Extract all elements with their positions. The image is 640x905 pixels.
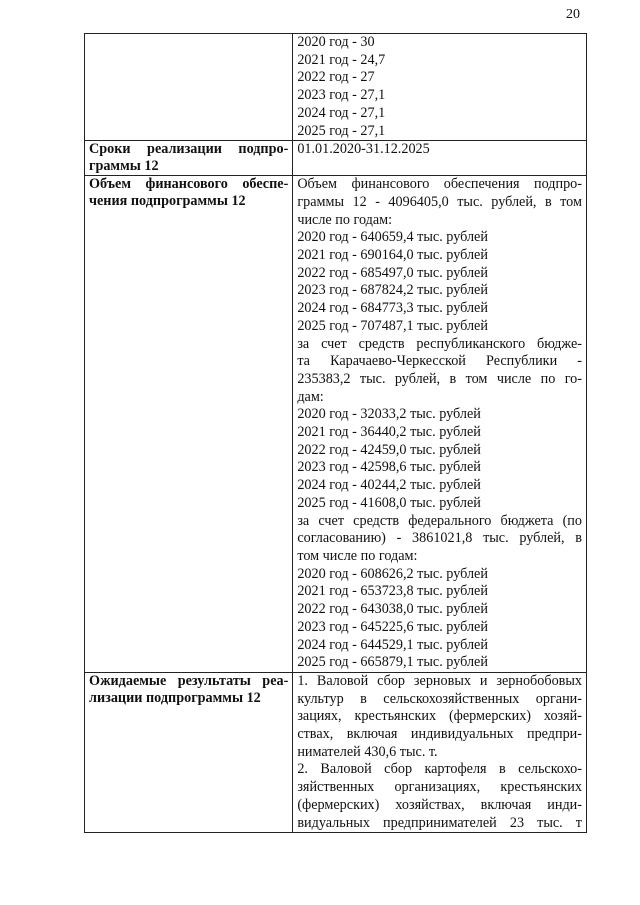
- value-line: согласованию) - 3861021,8 тыс. рублей, в: [297, 530, 582, 547]
- row-label: [85, 672, 293, 832]
- value-line: ствах, включая индивидуальных предпри-: [297, 726, 582, 743]
- value-line: за счет средств республиканского бюдже-: [297, 335, 582, 352]
- value-line: 2023 год - 645225,6 тыс. рублей: [297, 618, 488, 635]
- value-line: 2025 год - 707487,1 тыс. рублей: [297, 317, 488, 334]
- table-row-expected-results: [85, 672, 587, 832]
- label-line: Ожидаемые результаты реа-: [89, 672, 289, 689]
- value-line: 2024 год - 684773,3 тыс. рублей: [297, 300, 488, 317]
- value-line: 2020 год - 30: [297, 34, 375, 50]
- row-value: [293, 141, 587, 176]
- value-line: 2024 год - 644529,1 тыс. рублей: [297, 636, 488, 653]
- passport-table: [84, 33, 587, 833]
- label-line: граммы 12: [89, 158, 159, 175]
- value-line: 2024 год - 40244,2 тыс. рублей: [297, 477, 481, 494]
- value-line: 2021 год - 653723,8 тыс. рублей: [297, 583, 488, 600]
- value-line: 2020 год - 640659,4 тыс. рублей: [297, 229, 488, 246]
- value-line: 2021 год - 24,7: [297, 51, 386, 68]
- value-line: 235383,2 тыс. рублей, в том числе по го-: [297, 370, 582, 387]
- value-line: 2020 год - 32033,2 тыс. рублей: [297, 406, 481, 423]
- value-line: 2023 год - 27,1: [297, 87, 386, 104]
- value-line: 2025 год - 27,1: [297, 122, 386, 139]
- value-line: зяйственных организациях, крестьянских: [297, 779, 582, 796]
- table-row-terms: [85, 141, 587, 176]
- row-label: [85, 176, 293, 673]
- table-row-funding: [85, 176, 587, 673]
- value-line: 2020 год - 608626,2 тыс. рублей: [297, 565, 488, 582]
- label-line: лизации подпрограммы 12: [89, 689, 261, 706]
- value-line: 2021 год - 36440,2 тыс. рублей: [297, 424, 481, 441]
- value-line: 2022 год - 643038,0 тыс. рублей: [297, 601, 488, 618]
- row-value: [293, 176, 587, 673]
- value-line: граммы 12 - 4096405,0 тыс. рублей, в том: [297, 193, 582, 210]
- value-line: 2. Валовой сбор картофеля в сельскохо-: [297, 761, 582, 778]
- value-line: (фермерских) хозяйствах, включая инди-: [297, 796, 582, 813]
- value-line: 2021 год - 690164,0 тыс. рублей: [297, 247, 488, 264]
- value-line: Объем финансового обеспечения подпро-: [297, 176, 582, 193]
- value-line: 2023 год - 42598,6 тыс. рублей: [297, 459, 481, 476]
- value-line: 2023 год - 687824,2 тыс. рублей: [297, 282, 488, 299]
- value-line: дам:: [297, 388, 324, 405]
- value-line: культур в сельскохозяйственных органи-: [297, 690, 582, 707]
- value-line: зациях, крестьянских (фермерских) хозяй-: [297, 708, 582, 725]
- row-label: [85, 141, 293, 176]
- value-line: 2022 год - 42459,0 тыс. рублей: [297, 441, 481, 458]
- table-row-targets-continued: [85, 34, 587, 141]
- value-line: 2024 год - 27,1: [297, 104, 386, 121]
- value-line: 1. Валовой сбор зерновых и зернобобовых: [297, 672, 582, 689]
- value-line: видуальных предпринимателей 23 тыс. т: [297, 814, 582, 831]
- value-line: нимателей 430,6 тыс. т.: [297, 743, 438, 760]
- value-line: 2022 год - 685497,0 тыс. рублей: [297, 264, 488, 281]
- label-line: Сроки реализации подпро-: [89, 141, 289, 158]
- page-number: 20: [566, 7, 580, 22]
- value-line: за счет средств федерального бюджета (по: [297, 512, 582, 529]
- row-value: [293, 672, 587, 832]
- value-line: 2022 год - 27: [297, 69, 375, 86]
- row-value: [293, 34, 587, 141]
- label-line: чения подпрограммы 12: [89, 193, 246, 210]
- value-line: числе по годам:: [297, 211, 393, 228]
- value-line: 01.01.2020-31.12.2025: [297, 141, 430, 158]
- row-label: [85, 34, 293, 141]
- label-line: Объем финансового обеспе-: [89, 176, 289, 193]
- value-line: 2025 год - 665879,1 тыс. рублей: [297, 654, 488, 671]
- value-line: 2025 год - 41608,0 тыс. рублей: [297, 494, 481, 511]
- value-line: та Карачаево-Черкесской Республики -: [297, 353, 582, 370]
- value-line: том числе по годам:: [297, 547, 418, 564]
